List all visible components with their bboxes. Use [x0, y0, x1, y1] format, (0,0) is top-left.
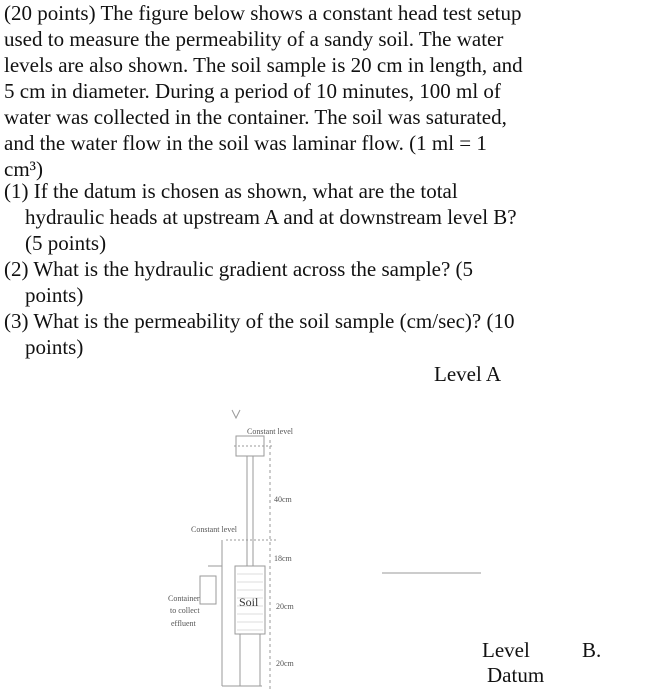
question-line: (1) If the datum is chosen as shown, what are the total [4, 179, 458, 203]
inlet-mark [232, 410, 240, 418]
dimension-label: 20cm [276, 659, 294, 668]
level-b-label: Level [482, 638, 530, 662]
question-line: (5 points) [25, 231, 107, 255]
container-label: Container [168, 594, 200, 603]
intro-line: levels are also shown. The soil sample is 20 cm in length, and [4, 53, 523, 77]
level-b-suffix: B. [582, 638, 602, 662]
level-a-label: Level A [434, 362, 502, 386]
question-line: points) [25, 283, 84, 307]
dimension-label: 20cm [276, 602, 294, 611]
question-line: points) [25, 335, 84, 359]
dimension-label: 40cm [274, 495, 292, 504]
dimension-label: 18cm [274, 554, 292, 563]
question-line: (2) What is the hydraulic gradient across the sample? (5 [4, 257, 474, 281]
datum-label: Datum [487, 663, 545, 687]
constant-level-top-label: Constant level [247, 427, 293, 436]
question-line: (3) What is the permeability of the soil sample (cm/sec)? (10 [4, 309, 515, 333]
intro-line: and the water flow in the soil was laminar flow. (1 ml = 1 [4, 131, 487, 155]
soil-label: Soil [239, 595, 259, 609]
collection-container [200, 576, 216, 604]
container-label: to collect [170, 606, 200, 615]
container-label: effluent [171, 619, 196, 628]
constant-level-mid-label: Constant level [191, 525, 237, 534]
intro-line: water was collected in the container. The soil was saturated, [4, 105, 507, 129]
intro-line: used to measure the permeability of a sandy soil. The water [4, 27, 504, 51]
intro-line: (20 points) The figure below shows a constant head test setup [4, 1, 522, 25]
intro-line: 5 cm in diameter. During a period of 10 minutes, 100 ml of [4, 79, 501, 103]
intro-line: cm³) [4, 157, 43, 181]
question-line: hydraulic heads at upstream A and at downstream level B? [25, 205, 517, 229]
